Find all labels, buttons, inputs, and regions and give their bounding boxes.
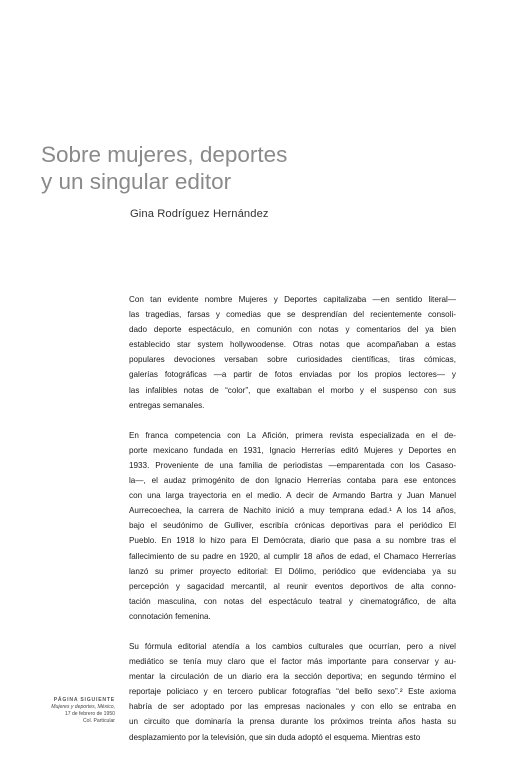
body-paragraph [129, 639, 456, 745]
body-line: percepción y sagacidad mercantil, al reunir eventos deportivos de alta conno- [129, 581, 456, 591]
article-title [41, 141, 341, 195]
body-line: las tragedias, farsas y comedias que se desprendían del recientemente consoli- [129, 310, 456, 320]
caption-line-2: 17 de febrero de 1950 [64, 711, 115, 717]
body-line: connotación femenina. [129, 611, 211, 621]
body-line: reportaje policiaco y en tercero publicar fotografías “del bello sexo”.² Este axioma [129, 687, 456, 697]
body-line: Pueblo. En 1918 lo hizo para El Demócrata, diario que pasa a su nombre tras el [129, 536, 456, 546]
image-caption-sidenote [40, 697, 115, 725]
title-line-2: y un singular editor [41, 169, 232, 194]
body-line: fallecimiento de su padre en 1920, al cumplir 18 años de edad, el Chamaco Herrerías [129, 551, 456, 561]
article-author: Gina Rodríguez Hernández [130, 208, 269, 220]
body-line: populares devociones versaban sobre curiosidades científicas, tiras cómicas, [129, 355, 456, 365]
body-line: bajo el seudónimo de Gulliver, escribía crónicas deportivas para el periódico El [129, 521, 456, 531]
body-line: mentar la circulación de un diario era la sección deportiva; en segundo término el [129, 672, 456, 682]
body-line: las infalibles notas de “color”, que exaltaban el morbo y el suspenso con sus [129, 385, 456, 395]
body-line: habría de ser adoptado por las empresas nacionales y con ello se entraba en [129, 702, 456, 712]
body-line: entregas semanales. [129, 400, 205, 410]
body-line: 1933. Proveniente de una familia de periodistas —emparentada con los Casaso- [129, 460, 456, 470]
body-line: Aurrecoechea, la carrera de Nachito inició a muy temprana edad.¹ A los 14 años, [129, 506, 456, 516]
body-line: Con tan evidente nombre Mujeres y Deportes capitalizaba —en sentido literal— [129, 295, 456, 304]
article-body [129, 292, 456, 760]
body-line: lanzó su primer proyecto editorial: El Dólimo, periódico que evidenciaba ya su [129, 566, 456, 576]
body-line: porte mexicano fundada en 1931, Ignacio Herrerías editó Mujeres y Deportes en [129, 445, 456, 455]
body-line: tación masculina, con notas del espectáculo teatral y cinematográfico, de alta [129, 596, 456, 606]
body-line: galerías fotográficas —a partir de fotos enviadas por los propios lectores— y [129, 370, 456, 380]
body-paragraph [129, 292, 456, 413]
body-line: un circuito que dominaría la prensa durante los próximos treinta años hasta su [129, 717, 456, 727]
body-line: Su fórmula editorial atendía a los cambios culturales que ocurrían, pero a nivel [129, 641, 456, 651]
body-paragraph [129, 428, 456, 624]
title-line-1: Sobre mujeres, deportes [41, 142, 288, 167]
body-line: desplazamiento por la televisión, que sin duda adoptó el esquema. Mientras esto [129, 732, 421, 742]
caption-label: PÁGINA SIGUIENTE [53, 697, 115, 703]
body-line: dado deporte espectáculo, en comunión con notas y comentarios del ya bien [129, 325, 456, 335]
caption-line-1: Mujeres y deportes, México, [51, 704, 115, 710]
body-line: con una larga trayectoria en el medio. A decir de Armando Bartra y Juan Manuel [129, 491, 456, 501]
body-line: mediático se tenía muy claro que el factor más importante para conservar y au- [129, 657, 456, 667]
caption-line-3: Col. Particular [83, 718, 115, 724]
body-line: En franca competencia con La Afición, primera revista especializada en el de- [129, 430, 456, 440]
body-line: establecido star system hollywoodense. Otras notas que acompañaban a estas [129, 340, 456, 350]
body-line: la—, el audaz primogénito de don Ignacio Herrerías contaba para ese entonces [129, 476, 456, 486]
